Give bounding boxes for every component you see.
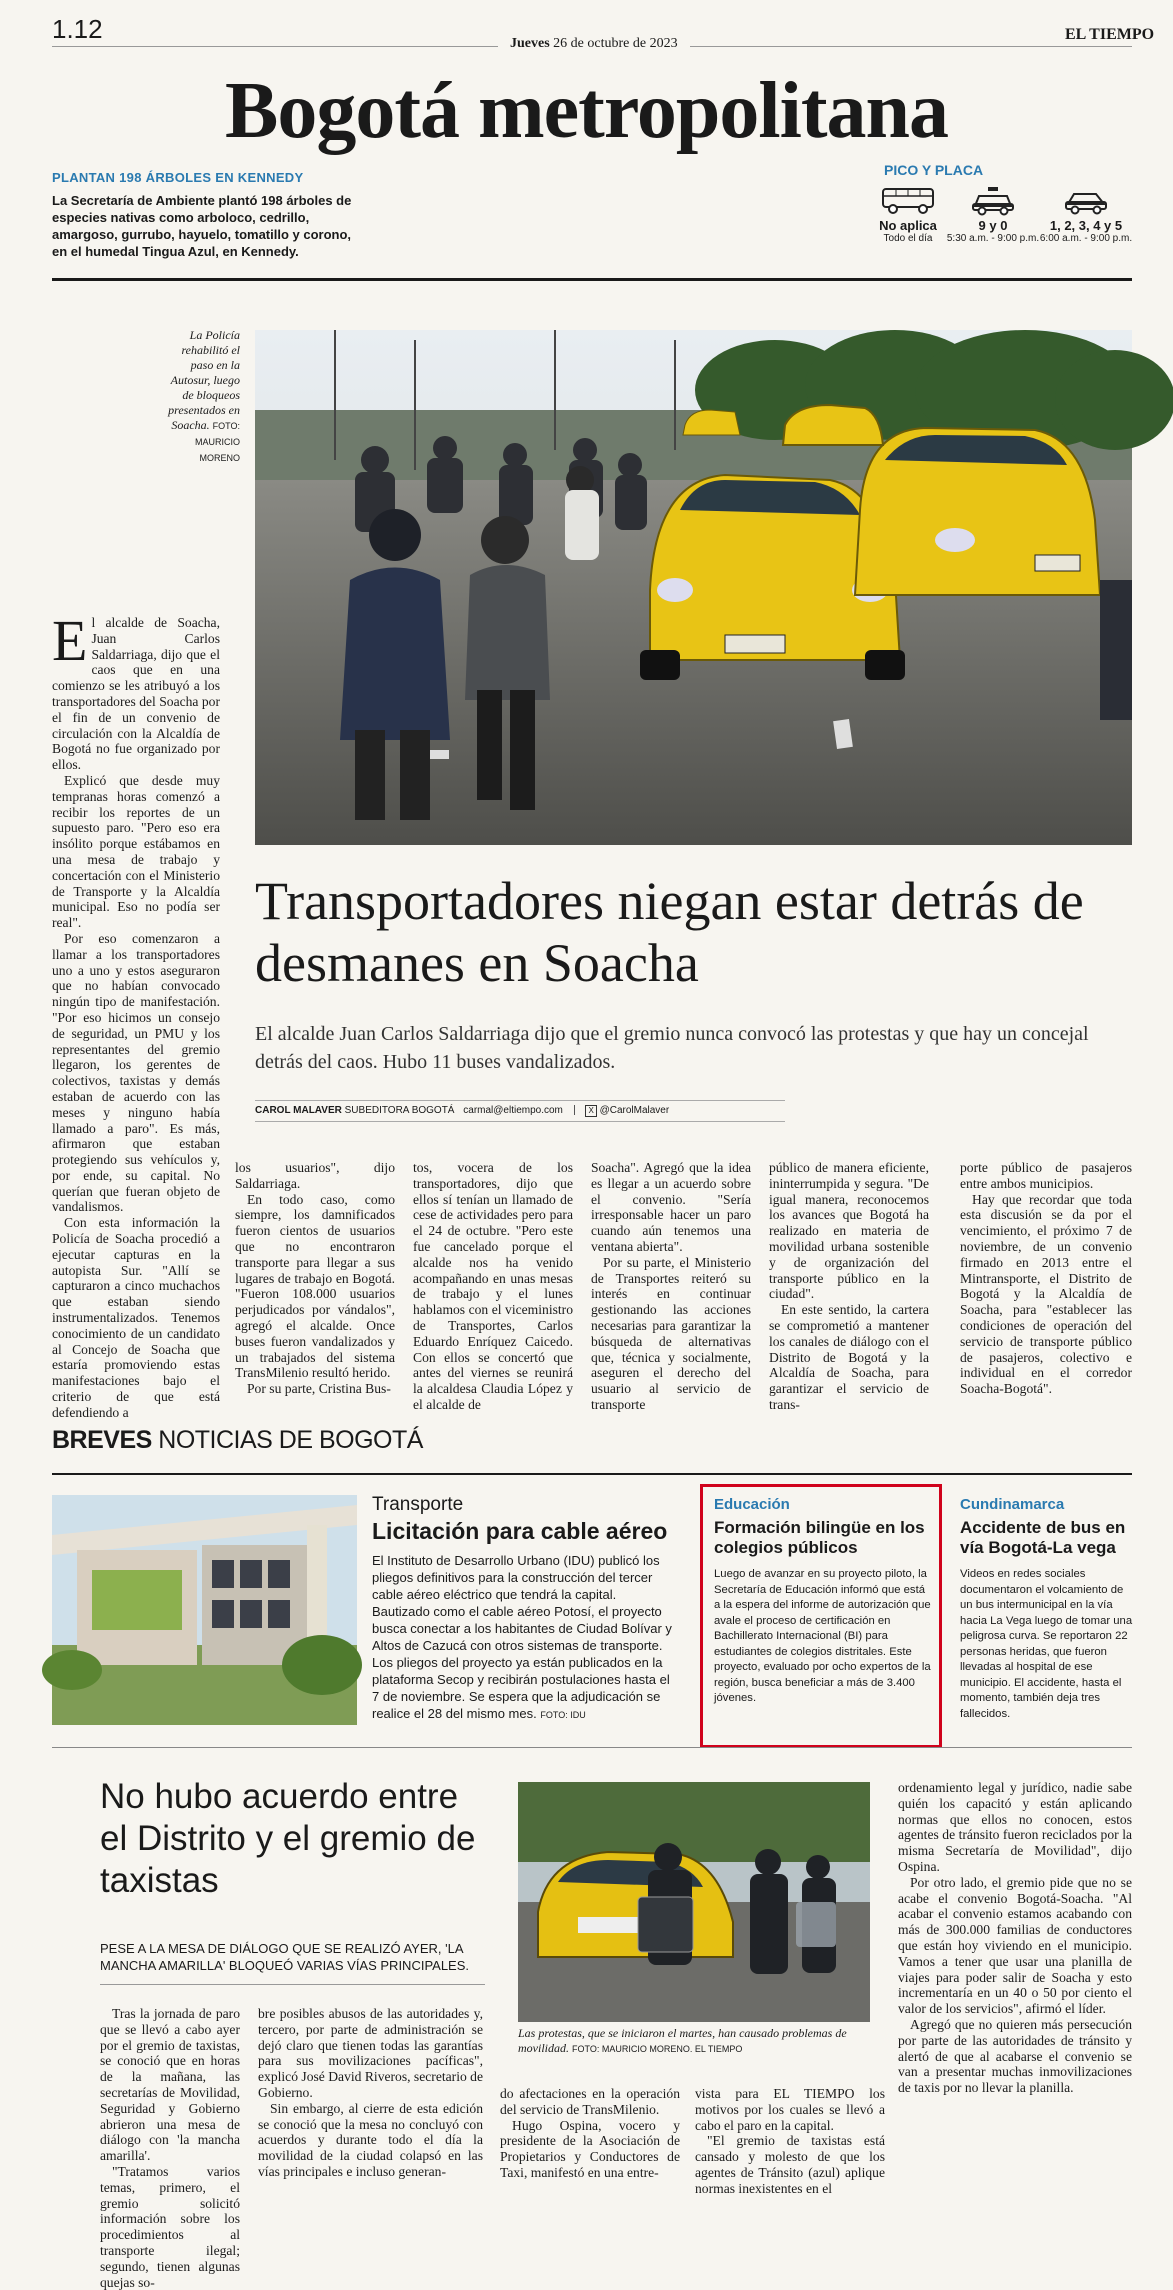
breves-heading <box>52 1426 423 1455</box>
car-icon <box>1064 186 1108 216</box>
body-paragraph: tos, vocera de los transportadores, dijo que ellos sí tenían un llamado de cese de actividades pero para el 24 de octubre. "Pero este fue cancelado porque el alcalde nos ha venido acompañando en unas mesas de trabajo y el lunes hablamos con el viceministro de Transportes, Carlos Eduardo Enríquez Caicedo. Con ellos se concertó que antes del viernes se reunirá la alcaldesa Claudia López y el alcalde de <box>413 1160 573 1412</box>
breves-title-rest: NOTICIAS DE BOGOTÁ <box>158 1426 423 1454</box>
date-rest: 26 de octubre de 2023 <box>553 36 678 51</box>
date-day: Jueves <box>510 36 550 51</box>
breve-1-text: El Instituto de Desarrollo Urbano (IDU) publicó los pliegos definitivos para la construcción del tercer cable aéreo eléctrico que tendrá la capital. Bautizado como el cable aéreo Potosí, el proyecto busca conectar a los habitantes de Ciudad Bolívar y Altos de Cazucá con otros sistemas de transporte. Los pliegos del proyecto ya están publicados en la plataforma Secop y recibirán postulaciones hasta el 7 de noviembre. Se espera que la adjudicación se realice el 28 del mismo mes. <box>372 1553 672 1721</box>
body-column-4 <box>591 1160 751 1413</box>
pico-placa-bus-value: No aplica <box>879 218 937 233</box>
byline-name: CAROL MALAVER <box>255 1105 342 1116</box>
bus-icon <box>880 186 936 216</box>
breves-bottom-rule <box>52 1747 1132 1748</box>
body-column-3 <box>413 1160 573 1413</box>
body-paragraph: Por su parte, Cristina Bus- <box>247 1381 391 1397</box>
pico-placa-bus-time: Todo el día <box>883 233 933 244</box>
body-paragraph: Hugo Ospina, vocero y presidente de la Asociación de Propietarios y Conductores de Taxi, manifestó en una entre- <box>500 2117 680 2180</box>
body-paragraph: los usuarios", dijo Saldarriaga. <box>235 1160 395 1191</box>
body-paragraph: "Tratamos varios temas, primero, el gremio solicitó información sobre los procedimientos al transporte ilegal; segundo, tienen algunas quejas so- <box>100 2163 240 2290</box>
byline <box>255 1100 785 1122</box>
body-paragraph: l alcalde de Soacha, Juan Carlos Saldarriaga, dijo que el caos que en una comienzo se les atribuyó a los transportadores del Soacha por el fin de un convenio de circulación con la Alcaldía de Bogotá no fue organizado por ellos. <box>52 615 220 773</box>
breve-1-title: Licitación para cable aéreo <box>372 1518 668 1544</box>
photo-caption <box>165 328 240 466</box>
body-paragraph: Con esta información la Policía de Soacha procedió a ejecutar capturas en la autopista Sur. "Allí se capturaron a cinco muchachos que estaban siendo instrumentalizados. Tenemos conocimiento de un candidato al Concejo de Soacha que estaría promoviendo estas manifestaciones bajo el criterio de que está defendiendo a <box>52 1215 220 1420</box>
breve-3-body: Videos en redes sociales documentaron el volcamiento de un bus intermunicipal en la vía hacia La Vega luego de tomar una peligrosa curva. Se reportaron 22 personas heridas, que fueron llevadas al hospital de ese municipio. El accidente, hasta el momento, también deja tres fallecidos. <box>960 1568 1133 1720</box>
pico-placa-car-time: 6:00 a.m. - 9:00 p.m. <box>1039 233 1133 244</box>
story2-dek: PESE A LA MESA DE DIÁLOGO QUE SE REALIZÓ AYER, 'LA MANCHA AMARILLA' BLOQUEÓ VARIAS VÍAS PRINCIPALES. <box>100 1940 485 1985</box>
body-paragraph: Hay que recordar que toda esta discusión se da por el vencimiento, el próximo 7 de noviembre, de un convenio firmado en 2013 entre el Mintransporte, el Distrito de Bogotá y la Alcaldía de Soacha, para "establecer las condiciones de operación del servicio de transporte público de pasajeros, colectivo e individual en el corredor Soacha-Bogotá". <box>960 1191 1132 1397</box>
body-paragraph: público de manera eficiente, ininterrumpida y segura. "De igual manera, reconocemos los avances que Bogotá ha realizado en materia de movilidad urbana sostenible y de organización del transporte público en la ciudad". <box>769 1160 929 1302</box>
breve-2-category: Educación <box>714 1496 790 1513</box>
body-column-2 <box>235 1160 395 1397</box>
byline-divider <box>574 1105 575 1115</box>
body-paragraph: Por eso comenzaron a llamar a los transportadores uno a uno y estos aseguraron que no habían convocado ningún tipo de manifestación. "Por eso hicimos un consejo de seguridad, un PMU y los representantes del gremio llegaron, los gerentes de colectivos, taxistas y demás estaban de acuerdo con las meses y ninguno había llamado a paro". Es más, afirmaron que estaban protegiendo sus vehículos y, por ende, su capital. No querían que fueran objeto de vandalismos. <box>52 930 220 1215</box>
pico-placa-taxi-time: 5:30 a.m. - 9:00 p.m. <box>946 233 1040 244</box>
main-headline: Transportadores niegan estar detrás de desmanes en Soacha <box>255 871 1084 993</box>
story2-caption <box>518 2026 878 2057</box>
body-paragraph: Explicó que desde muy tempranas horas comenzó a recibir los reportes de un supuesto paro. "Pero eso era insólito porque estábamos en una mesa de trabajo y concertación con el Ministerio de Transporte y la Alcaldía municipal. Eso no podía ser real". <box>52 772 220 931</box>
story2-credit: FOTO: MAURICIO MORENO. EL TIEMPO <box>572 2044 743 2054</box>
body-paragraph: Por otro lado, el gremio pide que no se acabe el convenio Bogotá-Soacha. "Al acabar el convenio estamos acabando con más de 300.000 familias de conductores que están hoy viviendo en el municipio. Vamos a tener que usar una planilla de viajes para poder salir de Soacha y esto incrementaría en un 40 o 50 por ciento el valor de los servicios", afirmó el líder. <box>898 1874 1132 2017</box>
story2-column-2 <box>258 2006 483 2180</box>
body-paragraph: "El gremio de taxistas está cansado y molesto de que los agentes de Tránsito (azul) aplique normas inexistentes en el <box>695 2133 885 2196</box>
story2-column-1 <box>100 2006 240 2290</box>
story2-headline: No hubo acuerdo entre el Distrito y el gremio de taxistas <box>100 1777 476 1900</box>
body-paragraph: Agregó que no quieren más persecución por parte de las autoridades de tránsito y alertó de que al acabarse el convenio se van a presentar muchas inmovilizaciones de taxis por no llevar la planilla. <box>898 2016 1132 2096</box>
body-paragraph: do afectaciones en la operación del servicio de TransMilenio. <box>500 2086 680 2117</box>
page-number: 1.12 <box>52 14 103 44</box>
taxi-icon <box>971 186 1015 216</box>
breves-rule <box>52 1473 1132 1475</box>
story2-column-3 <box>500 2086 680 2181</box>
story2-caption-text: Las protestas, que se iniciaron el martes, han causado problemas de movilidad. <box>518 2026 847 2055</box>
building-illustration <box>52 1495 357 1725</box>
breve-1-credit: FOTO: IDU <box>540 1710 586 1720</box>
breve-1-category: Transporte <box>372 1494 464 1515</box>
brand-logo: EL TIEMPO <box>1065 26 1155 43</box>
body-paragraph: vista para EL TIEMPO los motivos por los cuales se llevó a cabo el paro en la capital. <box>695 2086 885 2133</box>
body-paragraph: En todo caso, como siempre, los damnificados fueron cientos de usuarios que no encontraron transporte para llegar a sus lugares de trabajo en Bogotá. "Fueron 108.000 usuarios perjudicados por vándalos", agregó el alcalde. Once buses fueron vandalizados y un trabajados del sistema TransMilenio resultó herido. <box>235 1191 395 1381</box>
main-dek: El alcalde Juan Carlos Saldarriaga dijo que el gremio nunca convocó las protestas y que hay un concejal detrás del caos. Hubo 11 buses vandalizados. <box>255 1023 1089 1073</box>
byline-social[interactable]: @CarolMalaver <box>599 1105 670 1116</box>
lead-column <box>52 608 220 1421</box>
story2-column-5 <box>898 1780 1132 2096</box>
police-taxi-illustration <box>518 1782 870 2022</box>
body-paragraph: bre posibles abusos de las autoridades y, tercero, por parte de administración se dejó claro que tienen todas las garantías para sus movilizaciones pacíficas", explicó José David Riveros, secretario de Gobierno. <box>258 2006 483 2100</box>
breve-3-category: Cundinamarca <box>960 1496 1065 1513</box>
body-column-6 <box>960 1160 1132 1397</box>
pico-placa-label: PICO Y PLACA <box>884 162 984 178</box>
main-photo <box>255 330 1132 845</box>
body-paragraph: Sin embargo, al cierre de esta edición se conoció que la mesa no concluyó con acuerdos y durante todo el día la movilidad de la ciudad colapsó en las vías principales e incluso generan- <box>258 2100 483 2179</box>
drop-cap: E <box>52 608 88 673</box>
pico-placa-taxi-value: 9 y 0 <box>978 218 1008 233</box>
body-paragraph: En este sentido, la cartera se comprometió a mantener los canales de diálogo con el Distrito de Bogotá y la Alcaldía de Soacha, para garantizar el servicio de trans- <box>769 1302 929 1412</box>
kicker-text: La Secretaría de Ambiente plantó 198 árboles de especies nativas como arboloco, cedrillo, amargoso, gurrubo, hayuelo, tomatillo y corono, en el humedal Tingua Azul, en Kennedy. <box>52 193 352 259</box>
body-paragraph: Tras la jornada de paro que se llevó a cabo ayer por el gremio de taxistas, se conoció que en horas de la mañana, las secretarías de Movilidad, Seguridad y Gobierno abrieron una mesa de diálogo con 'la mancha amarilla'. <box>100 2006 240 2164</box>
photo-credit: FOTO: MAURICIO MORENO <box>195 421 240 463</box>
body-paragraph: porte público de pasajeros entre ambos municipios. <box>960 1160 1132 1191</box>
byline-role: SUBEDITORA BOGOTÁ <box>344 1105 455 1116</box>
body-column-5 <box>769 1160 929 1413</box>
breve-1-body <box>372 1552 677 1724</box>
protest-photo-illustration <box>255 330 1132 845</box>
pico-placa-car <box>1030 186 1142 244</box>
kicker-label: PLANTAN 198 ÁRBOLES EN KENNEDY <box>52 170 304 185</box>
section-rule <box>52 278 1132 281</box>
section-title: Bogotá metropolitana <box>225 67 948 155</box>
breve-2-body: Luego de avanzar en su proyecto piloto, la Secretaría de Educación informó que está a la espera del informe de autorización que avale el proceso de certificación en Bachillerato Internacional (BI) para estudiantes de colegios distritales. Este proyecto, evaluado por ocho expertos de la región, busca beneficiar a más de 3.400 jóvenes. <box>714 1568 931 1704</box>
body-paragraph: Soacha". Agregó que la idea es llegar a un acuerdo sobre el convenio. "Sería irresponsable hacer un paro cuando aún tenemos una ventana abierta". <box>591 1160 751 1254</box>
x-social-icon: X <box>585 1105 596 1117</box>
body-paragraph: Por su parte, el Ministerio de Transportes reiteró su interés en continuar gestionando las acciones necesarias para garantizar la búsqueda de alternativas que, técnica y socialmente, aseguren el derecho del usuario al servicio de transporte <box>591 1254 751 1412</box>
breve-2-title: Formación bilingüe en los colegios públicos <box>714 1518 925 1557</box>
story2-column-4 <box>695 2086 885 2197</box>
body-paragraph: ordenamiento legal y jurídico, nadie sabe quién los capacitó y están aplicando normas que ellos no conocen, estos agentes de tránsito fueron reciclados por la misma Secretaría de Movilidad", dijo Ospina. <box>898 1780 1132 1874</box>
pico-placa-car-value: 1, 2, 3, 4 y 5 <box>1049 218 1123 233</box>
byline-email[interactable]: carmal@eltiempo.com <box>463 1105 563 1116</box>
breve-3-title: Accidente de bus en vía Bogotá-La vega <box>960 1518 1126 1557</box>
breves-title-bold: BREVES <box>52 1426 152 1454</box>
dateline <box>498 36 690 52</box>
cable-station-photo <box>52 1495 357 1725</box>
taxi-protest-photo <box>518 1782 870 2022</box>
photo-caption-text: La Policía rehabilitó el paso en la Autosur, luego de bloqueos presentados en Soacha. <box>168 328 240 432</box>
